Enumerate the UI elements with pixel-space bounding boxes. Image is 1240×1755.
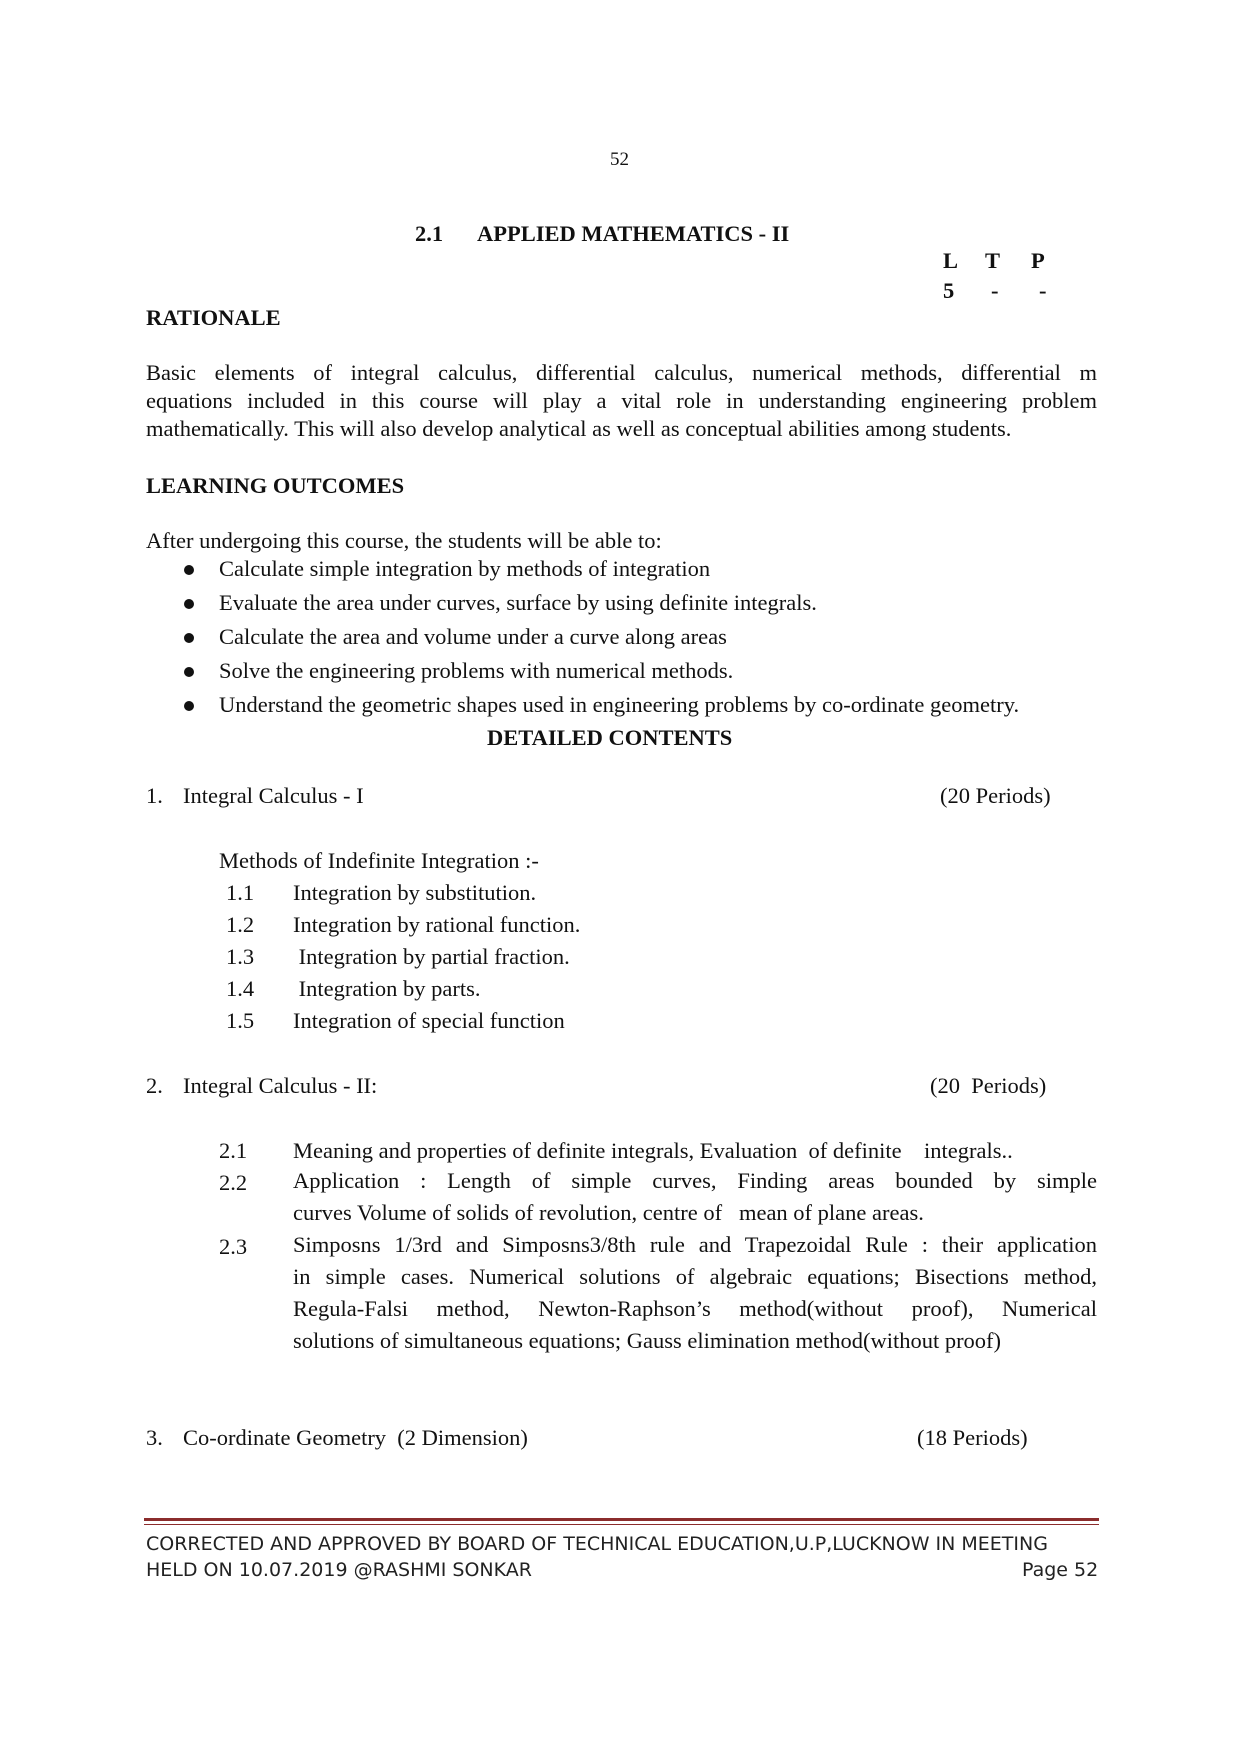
ltp-value-t: - <box>991 278 999 303</box>
topic-number: 1.5 <box>226 1008 255 1033</box>
topic-text: Integration by substitution. <box>293 880 537 905</box>
bullet-icon <box>184 701 194 711</box>
topic-text: Integration by rational function. <box>293 912 581 937</box>
topic-line: Regula-Falsi method, Newton-Raphson’s method(without proof), Numerical <box>293 1296 1097 1321</box>
rationale-paragraph <box>146 359 1097 443</box>
list-item: Calculate simple integration by methods of integration <box>219 556 711 581</box>
topic-text: Integration by partial fraction. <box>293 944 570 969</box>
topic-number: 2.3 <box>219 1234 248 1259</box>
topic-number: 2.2 <box>219 1170 248 1195</box>
footer-page-label: Page 52 <box>1022 1559 1099 1581</box>
bullet-icon <box>184 565 194 575</box>
ltp-label-p: P <box>1031 248 1045 273</box>
page-number: 52 <box>610 149 629 170</box>
rationale-line: Basic elements of integral calculus, differential calculus, numerical methods, differential m <box>146 360 1097 385</box>
topic-text-block <box>293 1229 1097 1357</box>
rationale-line: mathematically. This will also develop analytical as well as conceptual abilities among students. <box>146 416 1012 441</box>
ltp-label-t: T <box>985 248 1001 273</box>
unit-periods: (20 Periods) <box>930 1073 1047 1098</box>
ltp-label-l: L <box>943 248 959 273</box>
contents-heading: DETAILED CONTENTS <box>487 725 733 750</box>
topic-number: 1.4 <box>226 976 255 1001</box>
list-item: Solve the engineering problems with numerical methods. <box>219 658 734 683</box>
footer-line-2: HELD ON 10.07.2019 @RASHMI SONKAR <box>146 1559 532 1581</box>
page-title: APPLIED MATHEMATICS - II <box>477 221 790 246</box>
outcomes-intro: After undergoing this course, the students will be able to: <box>146 528 662 553</box>
ltp-value-p: - <box>1039 278 1047 303</box>
topic-line: Application : Length of simple curves, Finding areas bounded by simple <box>293 1168 1097 1193</box>
bullet-icon <box>184 599 194 609</box>
bullet-icon <box>184 667 194 677</box>
unit-number: 3. <box>146 1425 163 1450</box>
topic-text-block <box>293 1165 1097 1229</box>
unit-number: 2. <box>146 1073 163 1098</box>
topic-number: 2.1 <box>219 1138 248 1163</box>
bullet-icon <box>184 633 194 643</box>
rationale-heading: RATIONALE <box>146 305 281 330</box>
ltp-value-l: 5 <box>943 278 955 303</box>
topic-text: Meaning and properties of definite integrals, Evaluation of definite integrals.. <box>293 1138 1013 1163</box>
footer-rule-thin <box>144 1524 1099 1525</box>
section-number: 2.1 <box>415 221 444 246</box>
unit-title: Co-ordinate Geometry (2 Dimension) <box>183 1425 528 1450</box>
list-item: Understand the geometric shapes used in engineering problems by co-ordinate geometry. <box>219 692 1020 717</box>
topic-text: Integration by parts. <box>293 976 481 1001</box>
unit-periods: (20 Periods) <box>940 783 1051 808</box>
outcomes-heading: LEARNING OUTCOMES <box>146 473 405 498</box>
footer-rule <box>144 1518 1099 1521</box>
unit-title: Integral Calculus - I <box>183 783 364 808</box>
list-item: Evaluate the area under curves, surface by using definite integrals. <box>219 590 817 615</box>
topic-line: curves Volume of solids of revolution, centre of mean of plane areas. <box>293 1200 924 1225</box>
topic-line: Simposns 1/3rd and Simposns3/8th rule and Trapezoidal Rule : their application <box>293 1232 1097 1257</box>
unit-title: Integral Calculus - II: <box>183 1073 378 1098</box>
topic-number: 1.1 <box>226 880 255 905</box>
topic-line: solutions of simultaneous equations; Gauss elimination method(without proof) <box>293 1328 1002 1353</box>
unit-number: 1. <box>146 783 163 808</box>
list-item: Calculate the area and volume under a curve along areas <box>219 624 727 649</box>
rationale-line: equations included in this course will play a vital role in understanding engineering problem <box>146 388 1097 413</box>
topic-number: 1.2 <box>226 912 255 937</box>
unit-periods: (18 Periods) <box>917 1425 1028 1450</box>
unit-intro: Methods of Indefinite Integration :- <box>219 848 539 873</box>
footer-line-1: CORRECTED AND APPROVED BY BOARD OF TECHNICAL EDUCATION,U.P,LUCKNOW IN MEETING <box>146 1533 1048 1555</box>
topic-number: 1.3 <box>226 944 255 969</box>
topic-line: in simple cases. Numerical solutions of algebraic equations; Bisections method, <box>293 1264 1097 1289</box>
topic-text: Integration of special function <box>293 1008 565 1033</box>
